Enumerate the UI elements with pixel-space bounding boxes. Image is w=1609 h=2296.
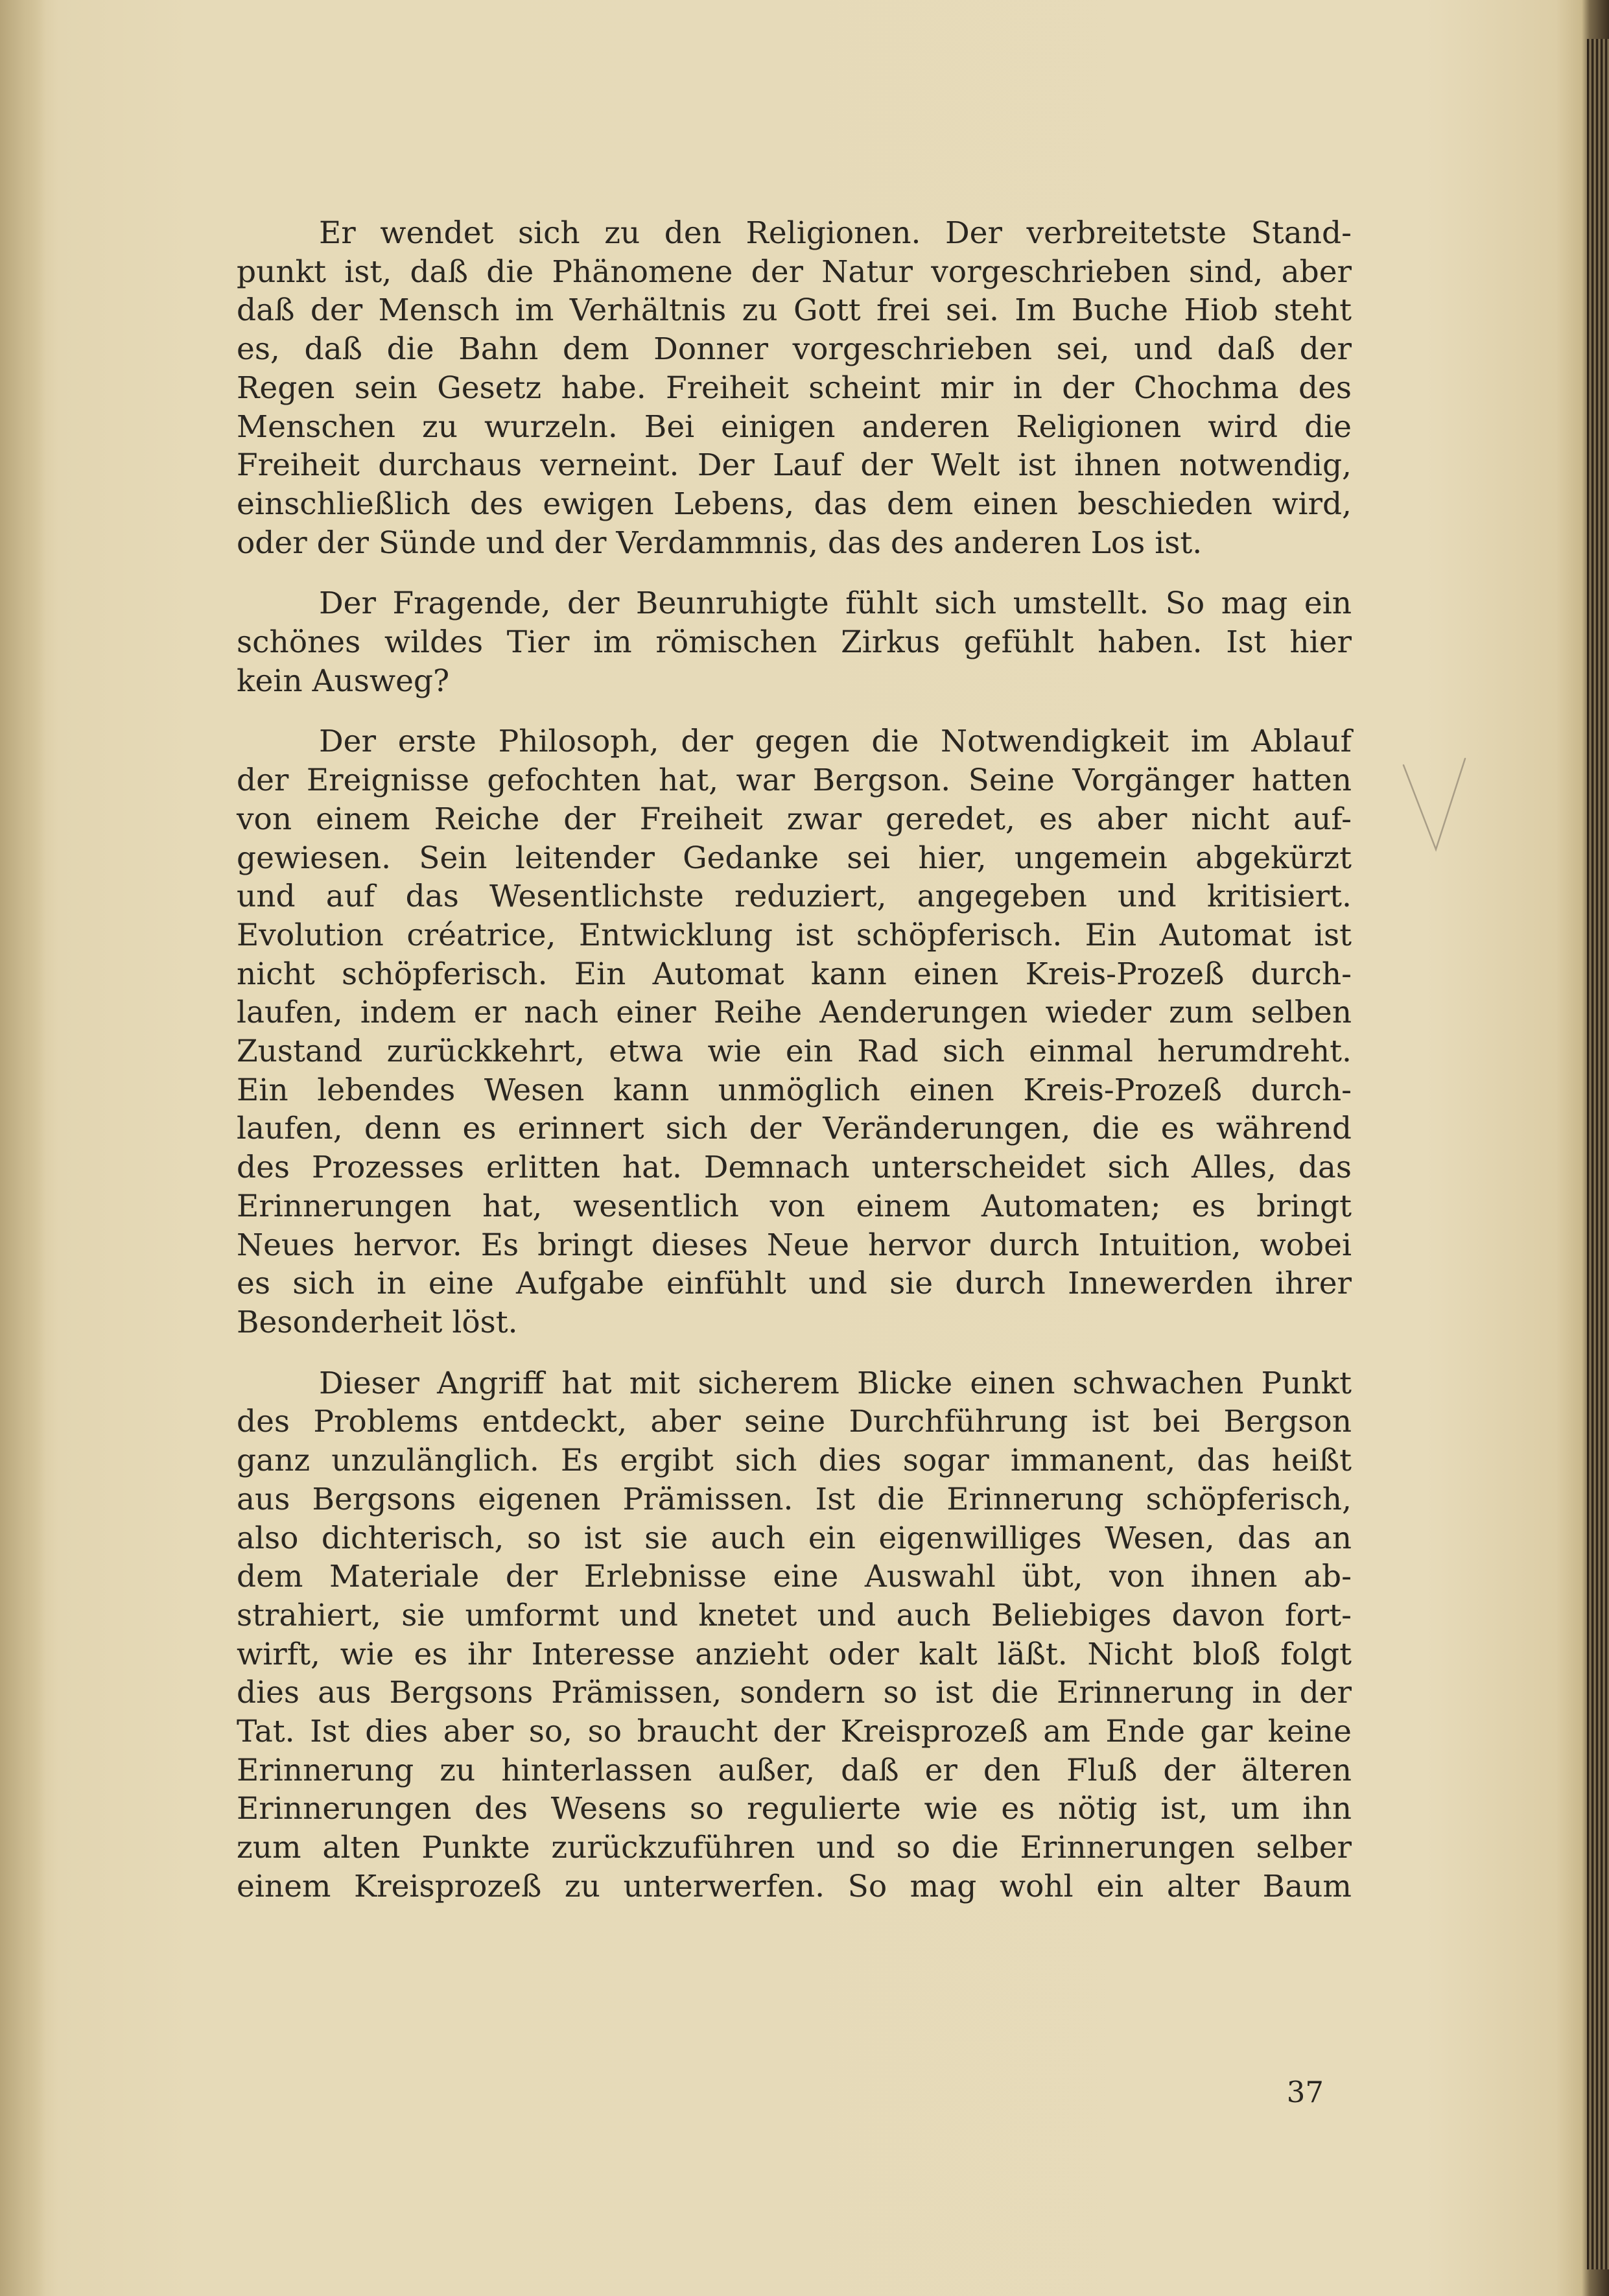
text-line: also dichterisch, so ist sie auch ein eigenwilliges Wesen, das an [237, 1520, 1352, 1556]
text-line: Der erste Philosoph, der gegen die Notwendigkeit im Ablauf [319, 724, 1352, 760]
text-line: gewiesen. Sein leitender Gedanke sei hier, ungemein abgekürzt [237, 840, 1352, 876]
text-line: aus Bergsons eigenen Prämissen. Ist die Erinnerung schöpferisch, [237, 1481, 1352, 1517]
text-line: es, daß die Bahn dem Donner vorgeschrieben sei, und daß der [237, 331, 1352, 368]
text-line: dem Materiale der Erlebnisse eine Auswahl übt, von ihnen ab- [237, 1559, 1352, 1595]
text-line: Erinnerungen des Wesens so regulierte wie es nötig ist, um ihn [237, 1791, 1352, 1827]
text-line: und auf das Wesentlichste reduziert, angegeben und kritisiert. [237, 879, 1352, 915]
text-line: des Problems entdeckt, aber seine Durchführung ist bei Bergson [237, 1404, 1352, 1440]
paragraph [237, 214, 1352, 562]
text-line: des Prozesses erlitten hat. Demnach unterscheidet sich Alles, das [237, 1150, 1352, 1186]
text-line: dies aus Bergsons Prämissen, sondern so ist die Erinnerung in der [237, 1675, 1352, 1711]
text-line: punkt ist, daß die Phänomene der Natur vorgeschrieben sind, aber [237, 254, 1352, 290]
text-line: Dieser Angriff hat mit sicherem Blicke einen schwachen Punkt [319, 1365, 1352, 1401]
text-line: Er wendet sich zu den Religionen. Der verbreitetste Stand- [319, 215, 1352, 251]
text-line: Der Fragende, der Beunruhigte fühlt sich umstellt. So mag ein [319, 586, 1352, 622]
text-line: Erinnerungen hat, wesentlich von einem Automaten; es bringt [237, 1188, 1352, 1224]
page-number: 37 [1286, 2075, 1324, 2109]
text-line: oder der Sünde und der Verdammnis, das des anderen Los ist. [237, 525, 1203, 561]
text-line: laufen, denn es erinnert sich der Veränderungen, die es während [237, 1111, 1352, 1147]
text-line: Evolution créatrice, Entwicklung ist schöpferisch. Ein Automat ist [237, 917, 1352, 953]
text-line: Regen sein Gesetz habe. Freiheit scheint mir in der Chochma des [237, 370, 1352, 406]
text-line: Ein lebendes Wesen kann unmöglich einen Kreis-Prozeß durch- [237, 1072, 1352, 1108]
text-line: laufen, indem er nach einer Reihe Aenderungen wieder zum selben [237, 995, 1352, 1031]
page-gutter [0, 0, 45, 2296]
paragraph [237, 584, 1352, 700]
text-line: ganz unzulänglich. Es ergibt sich dies sogar immanent, das heißt [237, 1443, 1352, 1479]
text-line: Tat. Ist dies aber so, so braucht der Kreisprozeß am Ende gar keine [237, 1714, 1352, 1750]
text-line: strahiert, sie umformt und knetet und auch Beliebiges davon fort- [237, 1597, 1352, 1633]
text-line: Zustand zurückkehrt, etwa wie ein Rad sich einmal herumdreht. [237, 1034, 1352, 1070]
text-line: Neues hervor. Es bringt dieses Neue hervor durch Intuition, wobei [237, 1227, 1352, 1263]
text-line: Menschen zu wurzeln. Bei einigen anderen Religionen wird die [237, 408, 1352, 445]
paragraph [237, 722, 1352, 1342]
text-line: es sich in eine Aufgabe einfühlt und sie durch Innewerden ihrer [237, 1266, 1352, 1302]
text-line: wirft, wie es ihr Interesse anzieht oder kalt läßt. Nicht bloß folgt [237, 1636, 1352, 1672]
text-line: von einem Reiche der Freiheit zwar geredet, es aber nicht auf- [237, 801, 1352, 837]
paragraph [237, 1364, 1352, 1906]
text-line: Erinnerung zu hinterlassen außer, daß er den Fluß der älteren [237, 1752, 1352, 1788]
body-text [237, 214, 1352, 1906]
text-line: zum alten Punkte zurückzuführen und so die Erinnerungen selber [237, 1830, 1352, 1866]
page-edges [1587, 39, 1609, 2269]
text-line: nicht schöpferisch. Ein Automat kann einen Kreis-Prozeß durch- [237, 956, 1352, 992]
text-line: schönes wildes Tier im römischen Zirkus gefühlt haben. Ist hier [237, 624, 1352, 661]
text-line: einschließlich des ewigen Lebens, das dem einen beschieden wird, [237, 486, 1352, 522]
pencil-check-mark [1400, 752, 1472, 856]
text-line: daß der Mensch im Verhältnis zu Gott frei sei. Im Buche Hiob steht [237, 292, 1352, 329]
text-line: einem Kreisprozeß zu unterwerfen. So mag wohl ein alter Baum [237, 1868, 1352, 1904]
text-line: Besonderheit löst. [237, 1304, 518, 1340]
text-line: der Ereignisse gefochten hat, war Bergson. Seine Vorgänger hatten [237, 763, 1352, 799]
text-line: Freiheit durchaus verneint. Der Lauf der Welt ist ihnen notwendig, [237, 447, 1352, 484]
text-line: kein Ausweg? [237, 663, 450, 699]
